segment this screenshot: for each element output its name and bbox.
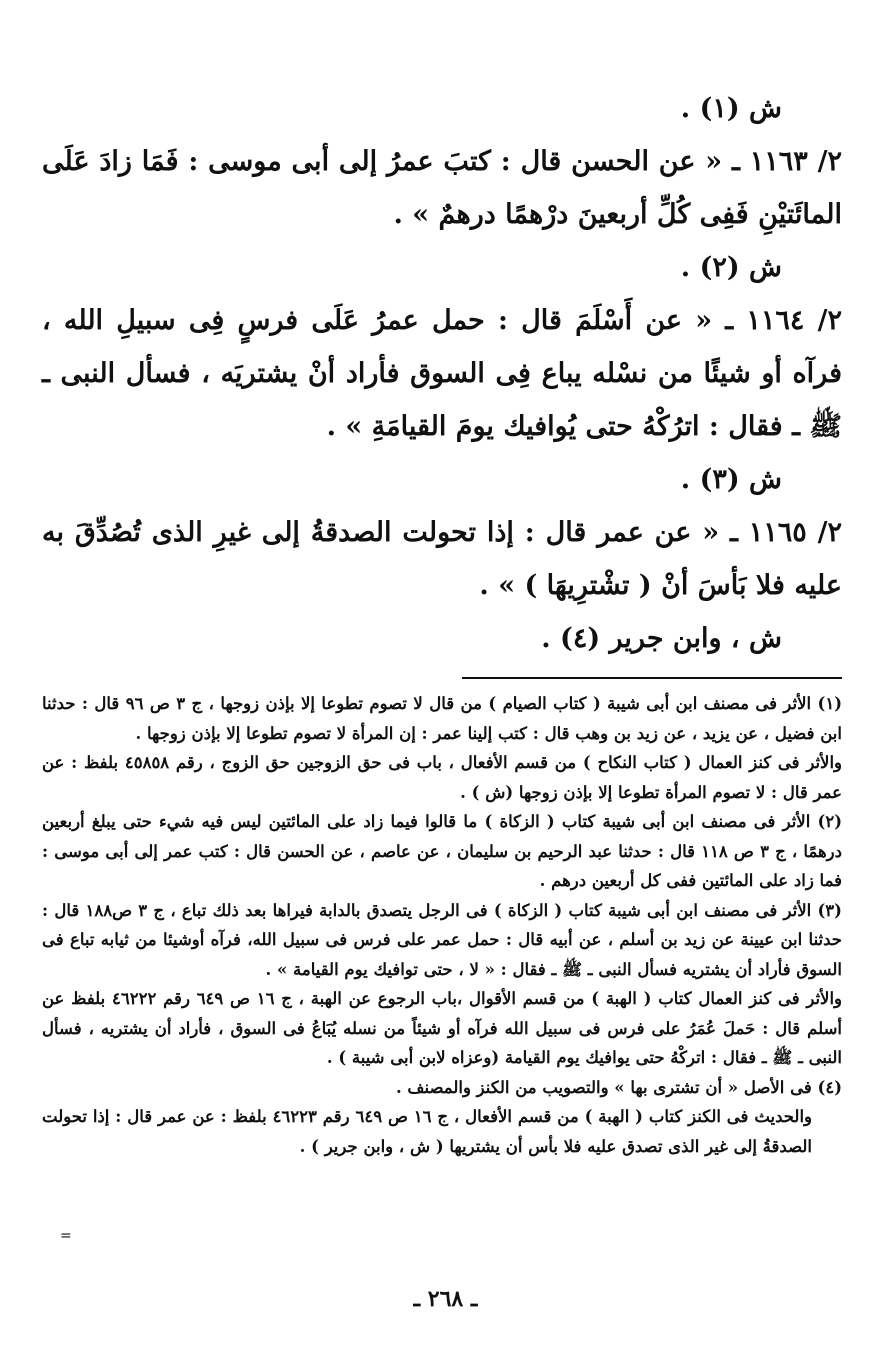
source-line-4: ش ، وابن جرير (٤) . bbox=[541, 623, 782, 654]
footnote-3-continued: والأثر فى كنز العمال كتاب ( الهبة ) من قسم الأقوال ،باب الرجوع عن الهبة ، ج ١٦ ص ٦٤٩ رقم ٤٦٢٢٢ بلفظ عن أسلم قال : حَملَ عُمَرُ على فرس فى سبيل الله فرآه أو شيئاً من نسله يُبَاعُ فى السوق ، فأراد أن يشتريه ، فسأل النبى ـ ﷺ ـ فقال : اتركْهُ حتى يوافيك يوم القيامة (وعزاه لابن أبى شيبة ) . bbox=[42, 989, 843, 1067]
continuation-mark: = bbox=[60, 1228, 72, 1244]
page-number: ـ ٢٦٨ ـ bbox=[413, 1286, 478, 1312]
hadith-1164: ٢/ ١١٦٤ ـ « عن أَسْلَمَ قال : حمل عمرُ عَلَى فرسٍ فِى سبيلِ الله ، فرآه أو شيئًا من نسْله يباع فِى السوق فأراد أنْ يشتريَه ، فسأل النبى ـ ﷺ ـ فقال : اترُكْهُ حتى يُوافيك يومَ القيامَةِ » . bbox=[42, 305, 842, 442]
source-line-3: ش (٣) . bbox=[680, 464, 782, 495]
footnote-1: (١) الأثر فى مصنف ابن أبى شيبة ( كتاب الصيام ) من قال لا تصوم تطوعا إلا بإذن زوجها ، ج ٣ ص ٩٦ قال : حدثنا ابن فضيل ، عن يزيد ، عن زيد بن وهب قال : كتب إلينا عمر : إن المرأة لا تصوم تطوعا إلا بإذن زوجها . bbox=[42, 694, 842, 743]
page-body bbox=[42, 82, 842, 1161]
source-line-2: ش (٢) . bbox=[680, 252, 782, 283]
hadith-1163: ٢/ ١١٦٣ ـ « عن الحسن قال : كتبَ عمرُ إلى أبى موسى : فَمَا زادَ عَلَى المائَتيْنِ فَفِى كُلِّ أربعينَ درْهمًا درهمٌ » . bbox=[42, 146, 842, 230]
main-text bbox=[42, 82, 842, 665]
footnote-3: (٣) الأثر فى مصنف ابن أبى شيبة كتاب ( الزكاة ) فى الرجل يتصدق بالدابة فيراها بعد ذلك تباع ، ج ٣ ص١٨٨ قال : حدثنا ابن عيينة عن زيد بن أسلم ، عن أبيه قال : حمل عمر على فرس فى سبيل الله، فرآه أوشيئا من ثيابه تباع فى السوق فأراد أن يشتريه فسأل النبى ـ ﷺ ـ فقال : « لا ، حتى توافيك يوم القيامة » . bbox=[42, 900, 842, 979]
hadith-1165: ٢/ ١١٦٥ ـ « عن عمر قال : إذا تحولت الصدقةُ إلى غيرِ الذى تُصُدِّقَ به عليه فلا بَأسَ أنْ ( تشْترِيهَا ) » . bbox=[42, 517, 842, 601]
footnote-4-continued: والحديث فى الكنز كتاب ( الهبة ) من قسم الأفعال ، ج ١٦ ص ٦٤٩ رقم ٤٦٢٢٣ بلفظ : عن عمر قال : إذا تحولت الصدقةُ إلى غير الذى تصدق عليه فلا بأس أن يشتريها ( ش ، وابن جرير ) . bbox=[42, 1107, 813, 1156]
footnote-1-continued: والأثر فى كنز العمال ( كتاب النكاح ) من قسم الأفعال ، باب فى حق الزوجين حق الزوج ، رقم ٤٥٨٥٨ بلفظ : عن عمر قال : لا تصوم المرأة تطوعا إلا بإذن زوجها (ش ) . bbox=[42, 753, 842, 802]
footnotes bbox=[42, 689, 842, 1161]
footnote-4: (٤) فى الأصل « أن تشترى بها » والتصويب من الكنز والمصنف . bbox=[395, 1077, 842, 1097]
footnote-2: (٢) الأثر فى مصنف ابن أبى شيبة كتاب ( الزكاة ) ما قالوا فيما زاد على المائتين ليس فيه شيء حتى يبلغ أربعين درهمًا ، ج ٣ ص ١١٨ قال : حدثنا عبد الرحيم بن سليمان ، عن عاصم ، عن الحسن قال : كتب عمر إلى أبى موسى : فما زاد على المائتين ففى كل أربعين درهم . bbox=[42, 812, 843, 890]
source-line-1: ش (١) . bbox=[680, 93, 782, 124]
footnote-divider bbox=[462, 677, 842, 679]
